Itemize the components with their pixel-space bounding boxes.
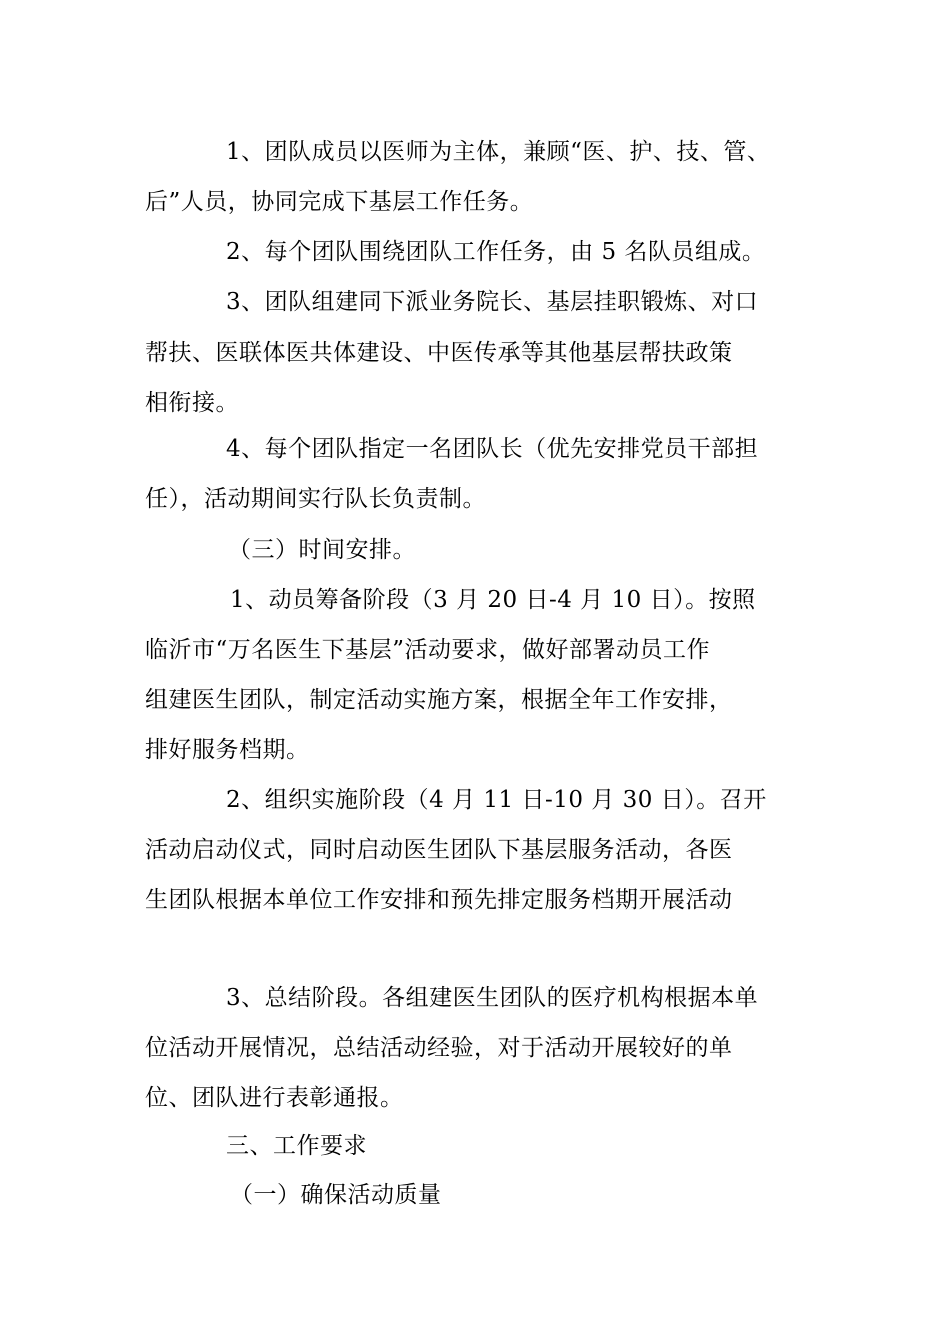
paragraph-5-line-4: 排好服务档期。 <box>145 737 310 763</box>
paragraph-2-line-1: 2、每个团队围绕团队工作任务，由 5 名队员组成。 <box>226 239 766 265</box>
paragraph-1-line-2: 后”人员，协同完成下基层工作任务。 <box>145 189 534 215</box>
section-heading-work-requirements: 三、工作要求 <box>226 1133 367 1159</box>
paragraph-5-line-1: 1、动员筹备阶段（3 月 20 日-4 月 10 日）。按照 <box>230 587 756 613</box>
subsection-heading-ensure-quality: （一）确保活动质量 <box>230 1182 442 1208</box>
paragraph-1-line-1: 1、团队成员以医师为主体，兼顾“医、护、技、管、 <box>226 139 771 165</box>
paragraph-7-line-3: 位、团队进行表彰通报。 <box>145 1085 404 1111</box>
paragraph-6-line-3: 生团队根据本单位工作安排和预先排定服务档期开展活动 <box>145 887 733 913</box>
paragraph-6-line-2: 活动启动仪式，同时启动医生团队下基层服务活动，各医 <box>145 837 733 863</box>
paragraph-6-line-1: 2、组织实施阶段（4 月 11 日-10 月 30 日）。召开 <box>226 787 767 813</box>
paragraph-4-line-2: 任），活动期间实行队长负责制。 <box>145 486 486 512</box>
section-heading-time-arrangement: （三）时间安排。 <box>228 537 416 563</box>
paragraph-5-line-2: 临沂市“万名医生下基层”活动要求，做好部署动员工作 <box>145 637 711 663</box>
paragraph-5-line-3: 组建医生团队，制定活动实施方案，根据全年工作安排， <box>145 687 733 713</box>
paragraph-3-line-3: 相衔接。 <box>145 390 239 416</box>
paragraph-7-line-1: 3、总结阶段。各组建医生团队的医疗机构根据本单 <box>226 985 759 1011</box>
paragraph-3-line-1: 3、团队组建同下派业务院长、基层挂职锻炼、对口 <box>226 289 759 315</box>
paragraph-7-line-2: 位活动开展情况，总结活动经验，对于活动开展较好的单 <box>145 1035 733 1061</box>
paragraph-4-line-1: 4、每个团队指定一名团队长（优先安排党员干部担 <box>226 436 759 462</box>
paragraph-3-line-2: 帮扶、医联体医共体建设、中医传承等其他基层帮扶政策 <box>145 340 733 366</box>
